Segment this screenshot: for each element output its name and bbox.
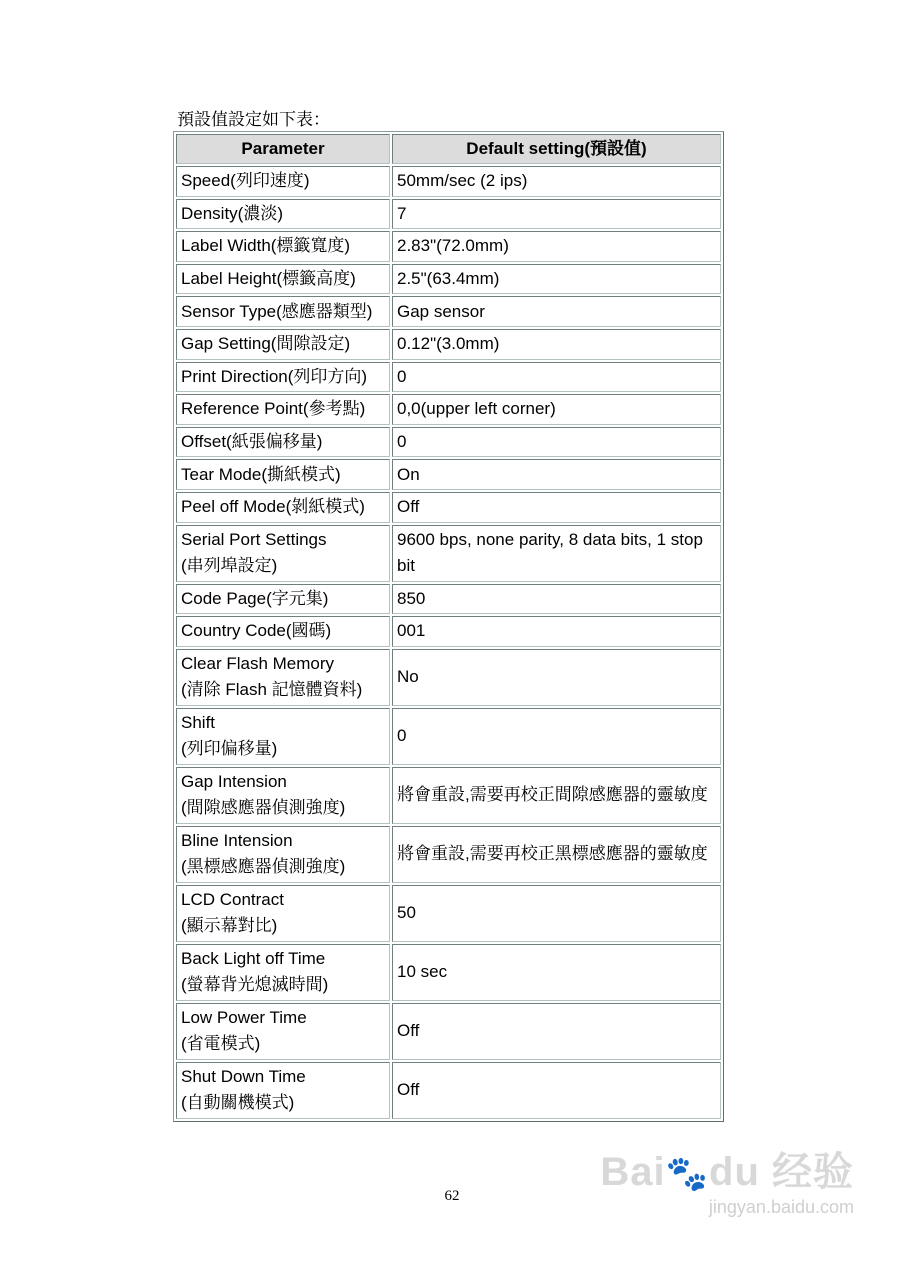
header-default-setting: Default setting(預設值) <box>392 134 721 164</box>
table-header-row <box>176 134 721 164</box>
parameter-name: Bline Intension <box>181 831 293 851</box>
table-row <box>176 616 721 647</box>
page-number: 62 <box>444 1188 460 1204</box>
default-value-cell: 7 <box>392 199 721 230</box>
parameter-cell <box>176 459 390 490</box>
parameter-cell <box>176 394 390 425</box>
parameter-name: Speed(列印速度) <box>181 171 310 191</box>
table-row <box>176 708 721 765</box>
intro-text: 預設值設定如下表： <box>177 110 330 130</box>
parameter-name-chinese: (列印偏移量) <box>181 739 278 759</box>
table-row <box>176 362 721 393</box>
default-value-cell: Off <box>392 1062 721 1119</box>
table-row <box>176 459 721 490</box>
parameter-name-chinese: (清除 Flash 記憶體資料) <box>181 680 363 700</box>
parameter-name: Low Power Time <box>181 1008 307 1028</box>
table-row <box>176 199 721 230</box>
default-value-cell: 50mm/sec (2 ips) <box>392 166 721 197</box>
parameter-name: Reference Point(參考點) <box>181 399 366 419</box>
parameter-name-chinese: (自動關機模式) <box>181 1093 295 1113</box>
table-row <box>176 492 721 523</box>
parameter-cell <box>176 649 390 706</box>
parameter-name-chinese: (省電模式) <box>181 1034 261 1054</box>
parameter-name: LCD Contract <box>181 890 284 910</box>
default-value-cell: 0,0(upper left corner) <box>392 394 721 425</box>
parameter-cell <box>176 166 390 197</box>
parameter-name-chinese: (螢幕背光熄滅時間) <box>181 975 329 995</box>
table-row <box>176 264 721 295</box>
table-row <box>176 166 721 197</box>
parameter-cell <box>176 525 390 582</box>
parameter-name: Shut Down Time <box>181 1067 306 1087</box>
parameter-name: Gap Setting(間隙設定) <box>181 334 351 354</box>
watermark-url: jingyan.baidu.com <box>708 1197 854 1217</box>
default-value-cell: 0.12"(3.0mm) <box>392 329 721 360</box>
default-settings-table <box>173 131 724 1122</box>
parameter-name: Gap Intension <box>181 772 287 792</box>
parameter-name-chinese: (黑標感應器偵測強度) <box>181 857 346 877</box>
default-value-cell: 10 sec <box>392 944 721 1001</box>
default-value-cell: Off <box>392 1003 721 1060</box>
default-value-cell: 850 <box>392 584 721 615</box>
parameter-cell <box>176 492 390 523</box>
default-value-cell: On <box>392 459 721 490</box>
parameter-name-chinese: (顯示幕對比) <box>181 916 278 936</box>
table-row <box>176 231 721 262</box>
parameter-cell <box>176 329 390 360</box>
parameter-cell <box>176 427 390 458</box>
parameter-name-chinese: (串列埠設定) <box>181 556 278 576</box>
parameter-cell <box>176 616 390 647</box>
parameter-cell <box>176 767 390 824</box>
parameter-name: Code Page(字元集) <box>181 588 329 608</box>
parameter-name: Serial Port Settings <box>181 530 327 550</box>
default-value-cell: 0 <box>392 427 721 458</box>
parameter-cell <box>176 708 390 765</box>
parameter-name: Peel off Mode(剝紙模式) <box>181 497 365 517</box>
table-row <box>176 649 721 706</box>
table-row <box>176 329 721 360</box>
table-row <box>176 885 721 942</box>
default-value-cell: 001 <box>392 616 721 647</box>
parameter-cell <box>176 584 390 615</box>
parameter-cell <box>176 264 390 295</box>
parameter-name: Sensor Type(感應器類型) <box>181 301 373 321</box>
parameter-cell <box>176 1062 390 1119</box>
parameter-name: Clear Flash Memory <box>181 654 335 674</box>
parameter-name: Shift <box>181 713 216 733</box>
parameter-name: Country Code(國碼) <box>181 621 332 641</box>
table-row <box>176 525 721 582</box>
default-value-cell: 2.5"(63.4mm) <box>392 264 721 295</box>
table-row <box>176 1062 721 1119</box>
parameter-cell <box>176 199 390 230</box>
parameter-name: Tear Mode(撕紙模式) <box>181 464 341 484</box>
parameter-name: Offset(紙張偏移量) <box>181 432 323 452</box>
default-value-cell: 50 <box>392 885 721 942</box>
parameter-name-chinese: (間隙感應器偵測強度) <box>181 798 346 818</box>
default-value-cell: Off <box>392 492 721 523</box>
default-value-cell: 9600 bps, none parity, 8 data bits, 1 stop bit <box>392 525 721 582</box>
header-parameter: Parameter <box>176 134 390 164</box>
default-value-cell: 2.83"(72.0mm) <box>392 231 721 262</box>
table-row <box>176 427 721 458</box>
parameter-cell <box>176 826 390 883</box>
default-value-cell: 將會重設,需要再校正黑標感應器的靈敏度 <box>392 826 721 883</box>
table-row <box>176 394 721 425</box>
watermark-logo: Bai🐾du 经验 <box>600 1150 854 1194</box>
parameter-cell <box>176 885 390 942</box>
table-row <box>176 826 721 883</box>
parameter-cell <box>176 231 390 262</box>
table-row <box>176 767 721 824</box>
default-value-cell: 0 <box>392 708 721 765</box>
parameter-name: Back Light off Time <box>181 949 326 969</box>
table-row <box>176 944 721 1001</box>
default-value-cell: 0 <box>392 362 721 393</box>
parameter-cell <box>176 362 390 393</box>
default-value-cell: 將會重設,需要再校正間隙感應器的靈敏度 <box>392 767 721 824</box>
default-value-cell: No <box>392 649 721 706</box>
table-row <box>176 296 721 327</box>
table-row <box>176 584 721 615</box>
parameter-cell <box>176 296 390 327</box>
parameter-name: Label Width(標籤寬度) <box>181 236 351 256</box>
parameter-name: Density(濃淡) <box>181 203 284 223</box>
table-row <box>176 1003 721 1060</box>
parameter-cell <box>176 1003 390 1060</box>
parameter-name: Label Height(標籤高度) <box>181 269 356 289</box>
parameter-name: Print Direction(列印方向) <box>181 366 368 386</box>
default-value-cell: Gap sensor <box>392 296 721 327</box>
baidu-watermark <box>600 1140 854 1218</box>
parameter-cell <box>176 944 390 1001</box>
